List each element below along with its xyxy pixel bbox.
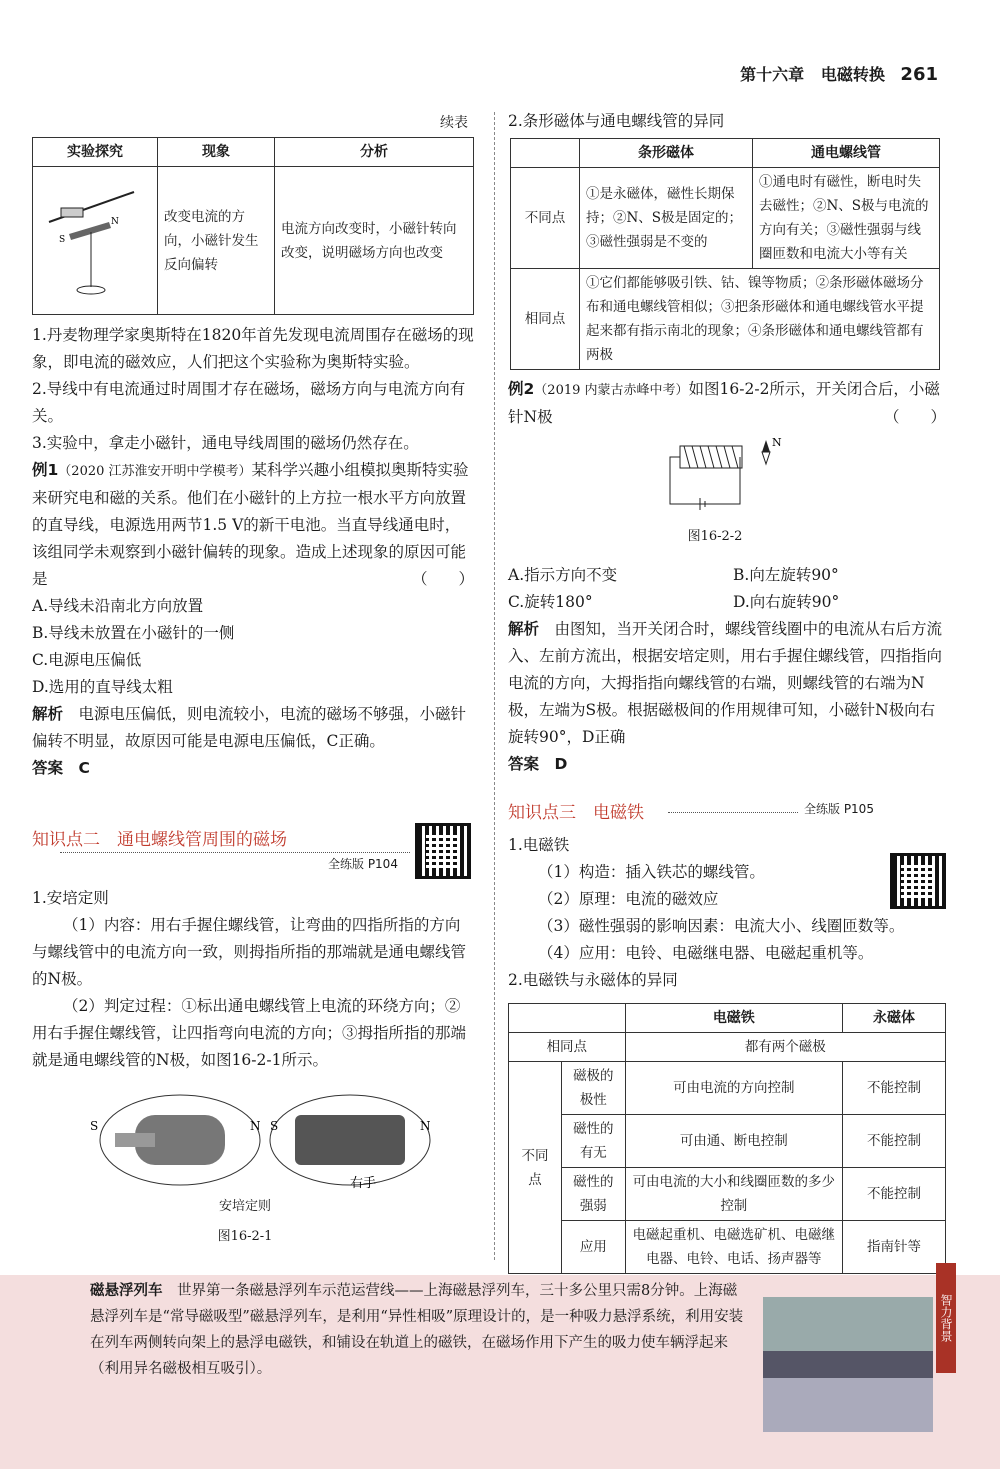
example1-blank: （ ） (411, 570, 474, 588)
t3-row4-item: 应用 (562, 1221, 626, 1274)
kp2-dotted-rule (60, 852, 410, 853)
example2-options (508, 562, 946, 778)
note-1: 1.丹麦物理学家奥斯特在1820年首先发现电流周围存在磁场的现象，即电流的磁效应，人们把这个实验称为奥斯特实验。 (32, 326, 474, 371)
page-number: 261 (900, 64, 938, 85)
em-item-3: （3）磁性强弱的影响因素：电流大小、线圈匝数等。 (538, 917, 905, 935)
example2-option-b: B.向左旋转90° (733, 566, 839, 584)
diff-bar-magnet: ①是永磁体，磁性长期保持；②N、S极是固定的；③磁性强弱是不变的 (580, 168, 753, 269)
th-solenoid: 通电螺线管 (753, 139, 940, 168)
svg-text:S: S (270, 1119, 279, 1133)
column-divider (494, 112, 495, 1260)
t3-row4-em: 电磁起重机、电磁选矿机、电磁继电器、电铃、电话、扬声器等 (625, 1221, 842, 1274)
chapter-label: 第十六章 (740, 65, 805, 84)
example2-block (508, 376, 946, 431)
em-item-1: （1）构造：插入铁芯的螺线管。 (538, 863, 765, 881)
t3-row4-pm: 指南针等 (843, 1221, 946, 1274)
example2-text: 如图16-2-2所示，开关闭合后，小磁针N极 (508, 380, 940, 426)
electromagnet-comparison-table (508, 1003, 946, 1274)
example2-answer (508, 751, 946, 778)
example1-option-a: A.导线未沿南北方向放置 (32, 597, 204, 615)
qr-code-icon (415, 823, 471, 879)
note-2: 2.导线中有电流通过时周围才存在磁场，磁场方向与电流方向有关。 (32, 380, 466, 425)
example1-analysis-label: 解析 (32, 705, 64, 723)
experiment-figure (33, 167, 158, 315)
maglev-train-photo (763, 1297, 933, 1432)
example1-analysis (32, 701, 474, 755)
same-label: 相同点 (511, 269, 580, 370)
t3-row2-item: 磁性的有无 (562, 1115, 626, 1168)
knowledge-point-2-title: 知识点二 通电螺线管周围的磁场 (32, 830, 287, 850)
section-title-2: 2.条形磁体与通电螺线管的异同 (508, 112, 725, 130)
example2-analysis (508, 616, 946, 751)
example2-option-a: A.指示方向不变 (508, 566, 618, 584)
example2-option-row1 (508, 562, 946, 589)
figure-16-2-1-caption: 图16-2-1 (217, 1229, 273, 1244)
ampere-content: （1）内容：用右手握住螺线管，让弯曲的四指所指的方向与螺线管中的电流方向一致，则拇指所指的那端就是通电螺线管的N极。 (32, 916, 467, 988)
svg-text:S: S (59, 234, 66, 245)
example2-label: 例2 (508, 380, 535, 398)
kp3-dotted-rule (668, 812, 798, 813)
solenoid-circuit-figure (660, 432, 800, 517)
em-title: 1.电磁铁 (508, 836, 570, 854)
example2-analysis-text: 由图知，当开关闭合时，螺线管线圈中的电流从右后方流入、左前方流出，根据安培定则，用右手握住螺线管，四指指向电流的方向，大拇指指向螺线管的右端，则螺线管的右端为N极，左端为S极。根据磁极间的作用规律可知，小磁针N极向右旋转90°，D正确 (508, 620, 943, 746)
continued-label: 续表 (440, 115, 468, 131)
kp2-ref: 全练版 P104 (328, 857, 398, 871)
em-item-2: （2）原理：电流的磁效应 (538, 890, 719, 908)
example1-analysis-text: 电源电压偏低，则电流较小，电流的磁场不够强，小磁针偏转不明显，故原因可能是电源电压偏低，C正确。 (32, 705, 467, 750)
example2-answer-label: 答案 (508, 755, 540, 773)
th3-blank (509, 1004, 626, 1033)
example2-option-row2 (508, 589, 946, 616)
t3-row2-pm: 不能控制 (843, 1115, 946, 1168)
ampere-process: （2）判定过程：①标出通电螺线管上电流的环绕方向；②用右手握住螺线管，让四指弯向电流的方向；③拇指所指的那端就是通电螺线管的N极，如图16-2-1所示。 (32, 997, 467, 1069)
magnet-comparison-table (510, 138, 940, 370)
ampere-rule-figure (80, 1085, 460, 1205)
diff-label: 不同点 (511, 168, 580, 269)
svg-text:N: N (420, 1119, 431, 1133)
example2-source: （2019 内蒙古赤峰中考） (534, 383, 689, 398)
example2-answer-value: D (554, 755, 568, 773)
example1-answer (32, 755, 474, 782)
example1-text: 某科学兴趣小组模拟奥斯特实验来研究电和磁的关系。他们在小磁针的上方拉一根水平方向放置的直导线，电源选用两节1.5 V的新干电池。当直导线通电时，该组同学未观察到小磁针偏转的现象。造成上述现象的原因可能是 (32, 461, 469, 588)
note-3: 3.实验中，拿走小磁针，通电导线周围的磁场仍然存在。 (32, 434, 419, 452)
example2-blank: （ ） (883, 408, 946, 426)
t3-row3-em: 可由电流的大小和线圈匝数的多少控制 (625, 1168, 842, 1221)
figure-16-2-2-caption: 图16-2-2 (687, 529, 743, 544)
svg-text:N: N (111, 216, 119, 227)
hand-label: 右手 (350, 1176, 377, 1191)
th-analysis: 分析 (275, 138, 474, 167)
example1-answer-label: 答案 (32, 759, 64, 777)
t3-same-label: 相同点 (509, 1033, 626, 1062)
example1-option-d: D.选用的直导线太粗 (32, 678, 173, 696)
t3-row3-pm: 不能控制 (843, 1168, 946, 1221)
svg-text:S: S (90, 1119, 99, 1133)
example1-option-b: B.导线未放置在小磁针的一侧 (32, 624, 235, 642)
th-blank (511, 139, 580, 168)
knowledge-point-3-title: 知识点三 电磁铁 (508, 803, 644, 823)
ampere-figure-label: 安培定则 (218, 1199, 271, 1214)
oersted-diagram (39, 172, 139, 302)
chapter-title: 电磁转换 (820, 65, 885, 84)
page-header (740, 62, 938, 85)
t3-row2-em: 可由通、断电控制 (625, 1115, 842, 1168)
t3-row1-item: 磁极的极性 (562, 1062, 626, 1115)
em-item-4: （4）应用：电铃、电磁继电器、电磁起重机等。 (538, 944, 874, 962)
maglev-title: 磁悬浮列车 (90, 1283, 163, 1299)
th-bar-magnet: 条形磁体 (580, 139, 753, 168)
kp3-ref: 全练版 P105 (804, 802, 874, 816)
analysis-cell: 电流方向改变时，小磁针转向改变，说明磁场方向也改变 (275, 167, 474, 315)
electromagnet-block (508, 832, 946, 994)
same-content: ①它们都能够吸引铁、钴、镍等物质；②条形磁体磁场分布和通电螺线管相似；③把条形磁体和通电螺线管水平提起来都有指示南北的现象；④条形磁体和通电螺线管都有两极 (580, 269, 940, 370)
maglev-text-block (90, 1278, 750, 1382)
background-tag: 智力背景 (936, 1263, 956, 1373)
t3-row1-pm: 不能控制 (843, 1062, 946, 1115)
example1-stem (32, 457, 474, 593)
t3-diff-label: 不同点 (509, 1062, 562, 1274)
th3-electromagnet: 电磁铁 (625, 1004, 842, 1033)
example1-source: （2020 江苏淮安开明中学模考） (58, 464, 252, 479)
background-info-panel (0, 1275, 1000, 1469)
th3-permanent: 永磁体 (843, 1004, 946, 1033)
example1-option-c: C.电源电压偏低 (32, 651, 142, 669)
maglev-paragraph (90, 1278, 750, 1382)
t3-row3-item: 磁性的强弱 (562, 1168, 626, 1221)
th-phenomenon: 现象 (158, 138, 275, 167)
section-title-3: 2.电磁铁与永磁体的异同 (508, 971, 678, 989)
example2-option-c: C.旋转180° (508, 593, 593, 611)
th-experiment: 实验探究 (33, 138, 158, 167)
notes-block (32, 322, 474, 782)
maglev-text: 世界第一条磁悬浮列车示范运营线——上海磁悬浮列车，三十多公里只需8分钟。上海磁悬浮列车是“常导磁吸型”磁悬浮列车，是利用“异性相吸”原理设计的，是一种吸力悬浮系统，利用安装在列车两侧转向架上的悬浮电磁铁，和铺设在轨道上的磁铁，在磁场作用下产生的吸力使车辆浮起来（利用异名磁极相互吸引）。 (90, 1283, 744, 1377)
ampere-title: 1.安培定则 (32, 889, 109, 907)
t3-same-content: 都有两个磁极 (625, 1033, 945, 1062)
t3-row1-em: 可由电流的方向控制 (625, 1062, 842, 1115)
example1-answer-value: C (78, 759, 90, 777)
phenomenon-cell: 改变电流的方向，小磁针发生反向偏转 (158, 167, 275, 315)
example1-label: 例1 (32, 461, 59, 479)
example2-option-d: D.向右旋转90° (733, 593, 840, 611)
example2-analysis-label: 解析 (508, 620, 540, 638)
example2-stem (508, 376, 946, 431)
ampere-block (32, 885, 474, 1074)
diff-solenoid: ①通电时有磁性，断电时失去磁性；②N、S极与电流的方向有关；③磁性强弱与线圈匝数和电流大小等有关 (753, 168, 940, 269)
experiment-table (32, 137, 474, 315)
svg-text:N: N (250, 1119, 261, 1133)
compass-n-label: N (772, 436, 782, 449)
